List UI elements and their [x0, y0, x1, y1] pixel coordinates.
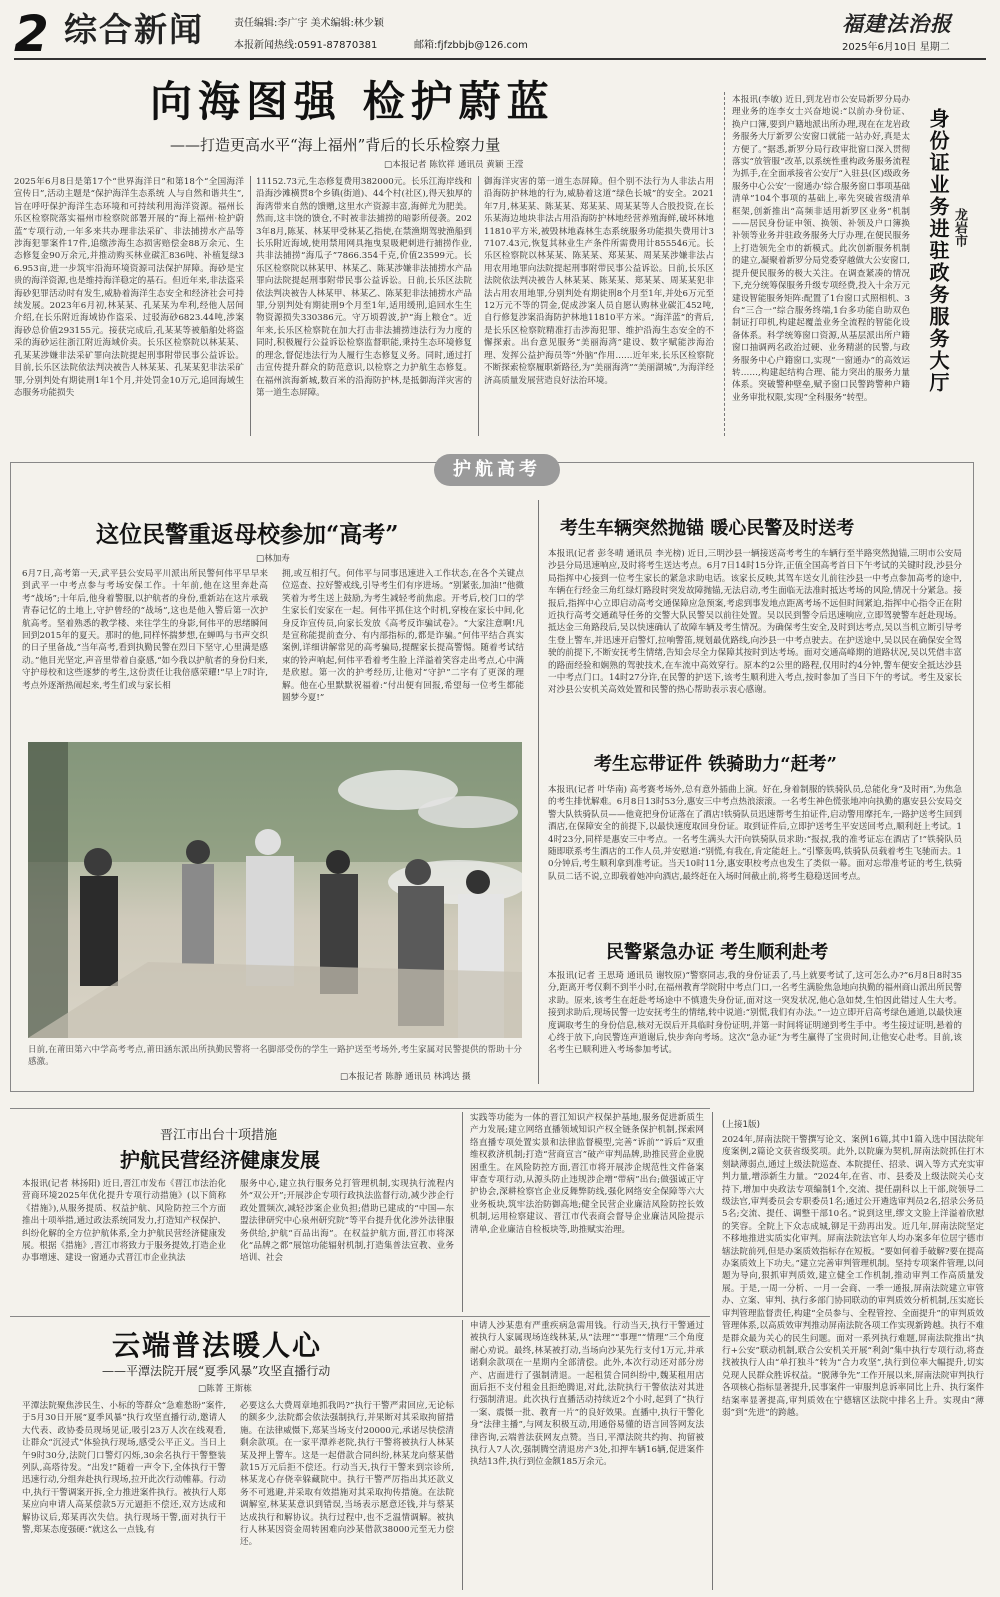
story1-photo-credit: □本报记者 陈静 通讯员 林鸿达 摄 [340, 1072, 471, 1082]
lead-column-3: 御海洋灾害的第一道生态屏障。但个别不法行为人非法占用沿海防护林地的行为,威胁着这道“绿色长城”的安全。2021年7月,林某某、陈某某、郑某某、周某某等人合股投资,在长乐某海边地块非法占用沿海防护林地经营养殖海鲜,破坏林地11810平方米,被毁林地森林生态系统服务功能损失费用计37107.43元,恢复其林业生产条件所需费用计855546元。长乐区检察院以林某某、陈某某、郑某某、周某某涉嫌非法占用农用地罪向法院提起刑事附带民事公益诉讼。日前,长乐区法院依法判决被告人林某某、陈某某、郑某某、周某某犯非法占用农用地罪,分别判处有期徒刑8个月至1年,并处6万元至12万元不等的罚金,促成涉案人员自愿认购林业碳汇452吨,自行修复涉案沿海防护林地11810平方米。“海洋蓝”的背后,是长乐区检察院精准打击涉海犯罪、维护沿海生态安全的不懈探索。出台意见服务“美丽海湾”建设、数字赋能涉海治理、发挥公益护海员等“外脑”作用……近年来,长乐区检察院不断探索检察履职新路径,为“美丽海湾”“美丽湖城”,为海洋经济高质量发展营造良好法治环境。 [484, 177, 714, 386]
editors: 责任编辑:李广宇 美术编辑:林少颖 [234, 18, 384, 29]
story6-subtitle: ——平潭法院开展“夏季风暴”攻坚直播行动 [102, 1364, 331, 1378]
story5-column-3: 实践等功能为一体的晋江知识产权保护基地,服务促进新质生产力发展;建立网络直播领域知识产权全链条保护机制,探索网络直播专项处置实景和法律监督模型,完善“诉前”“诉后”双重维权救济机制;打造“营商宣言”破产审判品牌,助推民营企业脱困重生。在风险防控方面,晋江市将开展涉企规范性文件备案审查专项行动,从源头防止违规涉企增“带病”出台;做强诚正守护协会,深耕检察官企业反舞弊防线,强化网络安全保障等六大业务板块,筑牢法治防御高地;健全民营企业廉洁风险防控长效机制,运用检察建议、晋江市代表商会督导企业廉洁风险提示清单,企业廉洁自检板块等,助推赋实治理。 [470, 1113, 704, 1235]
story1-column-2: 拥,或互相打气。何伟平与同事迅速进入工作状态,在各个关键点位巡查、拉好警戒线,引导考生们有序进场。“别紧张,加油!”他微笑着为考生送上鼓励,为考生减轻考前焦虑。开考后,校门口的学生家长们安家在一起。何伟平抓住这个时机,穿梭在家长中间,化身反诈宣传员,向家长发放《高考反诈骗试卷》。“大家注意啊!凡是宣称能提前查分、有内部指标的,都是诈骗。”何伟平结合真实案例,详细讲解常见的高考骗局,提醒家长提高警惕。随着考试结束的铃声响起,何伟平看着考生脸上洋溢着笑容走出考点,心中满是欣慰。第一次的护考经历,让他对“守护”二字有了更深的理解。他在心里默默祝福着:“付出便有回报,希望每一位考生都能圆梦今夏!” [282, 569, 524, 704]
paper-name-logo: 福建法治报 [842, 11, 952, 36]
story7-text: 2024年,屏南法院干警撰写论文、案例16篇,其中1篇入选中国法院年度案例,2篇论文获省级奖项。此外,以院廉为契机,屏南法院抓住打木刻缺薄弱点,通过上级法院巡查、本院提任、招录、调入等方式充实审判力量,增添新生力量。“2024年,在省、市、县委及上级法院关心支持下,增加中央政法专项编制1个,交流、提任副科以上干部,院领导二级法官,审判委员会专职委员1名;通过公开遴选审判员2名,招录公务员5名;交流、提任、调整干部10名。”说到这里,缪文文脸上洋溢着欣慰的笑容。全院上下众志成城,铆足干劲再出发。近几年,屏南法院坚定不移地推进实质实化审判。屏南法院法官年人均办案多年位居宁德市辖法院前列,但是办案质效指标存在短板。“要如何着手破解?要在提高办案质效上下功夫。”建立完善审判管理机制。坚持专项案件管理,以问题为导向,狠抓审判质效,建立健全工作机制,推动审判工作高质量发展。于是,一周一分析、一月一会商、一季一通报,屏南法院建立审管办、立案、审判、执行多部门协同联动的审判质效分析机制,压实庭长审判管理监督责任,构建“全员参与、全程管控、全面提升”的审判质效管理体系,以高质效审判推动屏南法院各项工作实现新跨越。执行不难是群众最为关心的民生问题。面对一系列执行难题,屏南法院推出“执行+公安”联动机制,联合公安机关开展“利剑”集中执行专项行动,将查找被执行人由“单打独斗”转为“合力攻坚”,执行到位率大幅提升,切实兑现人民群众胜诉权益。“脱薄争先”工作开展以来,屏南法院审判执行各项核心指标显著提升,民事案件一审服判息诉率同比上升、执行案件结案率显著提高,审判质效在宁德辖区法院中排名上升。实现由“薄弱”到“先进”的跨越。 [722, 1135, 984, 1418]
story4-text: 本报讯(记者 王思琦 通讯员 谢牧原)“警察同志,我的身份证丢了,马上就要考试了,这可怎么办?”6月8日8时35分,距离开考仅剩不到半小时,在福州教育学院附中考点门口,一名考生满脸焦急地向执勤的福州商山派出所民警求助。原来,该考生在赶赴考场途中不慎遗失身份证,面对这一突发状况,他心急如焚,生怕因此错过人生大考。接到求助后,现场民警一边安抚考生的情绪,转中说道:“别慌,我们有办法。”一边立即开启高考绿色通道,以最快速度调取考生的身份信息,核对无误后开具临时身份证明,并第一时间将证明递到考生手中。考生接过证明,悬着的心终于放下,向民警连声道谢后,快步奔向考场。这次“急办证”为考生赢得了宝贵时间,让他安心赴考。目前,该名考生已顺利进入考场参加考试。 [548, 971, 962, 1056]
story3-title: 考生忘带证件 铁骑助力“赶考” [594, 754, 837, 775]
section-banner: 护航高考 [434, 454, 560, 486]
story1-title: 这位民警重返母校参加“高考” [96, 521, 399, 548]
lead-subtitle: ——打造更高水平“海上福州”背后的长乐检察力量 [170, 136, 501, 154]
story5-kicker: 晋江市出台十项措施 [160, 1128, 278, 1143]
issue-date: 2025年6月10日 星期二 [842, 42, 950, 53]
story5-column-2: 服务中心,建立执行服务兑打管理机制,实现执行流程内外“双公开”;开展涉企专项行政执法监督行动,减少涉企行政处置频次,减轻涉案企业负担;借助已建成的“中国—东盟法律研究中心泉州研究院”等平台提升优化涉外法律服务供给,护航“百品出海”。在权益护航方面,晋江市将深化“品牌之都”展馆功能辐射机制,打造集普法宣教、业务培训、社会 [240, 1179, 454, 1264]
story6-column-1: 平潭法院聚焦涉民生、小标的等群众“急难愁盼”案件,于5月30日开展“夏季风暴”执行攻坚直播行动,邀请人大代表、政协委员现场见证,吸引23万人次在线观看,让群众“沉浸式”体验执行现场,感受公平正义。当日上午9时30分,法院门口警灯闪烁,30余名执行干警整装列队,高塔待发。“出发!”随着一声令下,全体执行干警迅速行动,分组奔赴执行现场,拉开此次行动帷幕。行动中,执行干警调案开拆,全力推进案件执行。被执行人郑某应向申请人高某偿款5万元逼拒不偿还,双方达成和解协议后,郑某再次失信。执行现场干警,面对执行干警,郑某态度强硬:“就这么一点钱,有 [22, 1401, 226, 1536]
story1-column-1: 6月7日,高考第一天,武平县公安局平川派出所民警何伟平早早来到武平一中考点参与考场安保工作。十年前,他在这里奔赴高考“战场”;十年后,他身着警服,以护航者的身份,重新站在这片承载青春记忆的土地上,守护曾经的“战场”,这也是他入警后第一次护航高考。坚着熟悉的教学楼、来往学生的身影,何伟平的思绪瞬间回到2015年的夏天。那时的他,同样怀揣梦想,在蝉鸣与书声交织的日子里备战,“当年高考,看到执勤民警在烈日下坚守,心里满是感动。”他目光坚定,声音里带着自豪感,“如今我以护航者的身份归来,守护母校和这些逐梦的考生,这份责任让我倍感荣耀!”早上7时许,考点外逐渐热闹起来,考生们或与家长相 [22, 569, 268, 691]
lead-column-1: 2025年6月8日是第17个“世界海洋日”和第18个“全国海洋宣传日”,活动主题是“保护海洋生态系统 人与自然和谐共生”,旨在呼吁保护海洋生态环境和可持续利用海洋资源。福州长乐区检察院落实福州市检察院部署开展的“海上福州·检护蔚蓝”专项行动,一年多来共办理非法采矿、非法捕捞水产品等涉海犯罪案件17件,追缴涉海生态损害赔偿金88万余元、生态修复金90万余元,并推动购买林业碳汇836吨、补植复绿36.953亩,进一步筑牢沿海环境资源司法保护屏障。海砂是宝贵的海洋资源,也是维持海洋稳定的基石。但近年来,非法盗采海砂犯罪活动时有发生,威胁着海洋生态安全和经济社会可持续发展。2023年6月初,林某某、孔某某为牟利,经他人居间介绍,在长乐附近海域协作盗采、过驳海砂6823.44吨,涉案海砂总价值293155元。接获完成后,孔某某等被船舶处将盗采的海砂运往浙江附近海域价卖。长乐区检察院以林某某、孔某某涉嫌非法采矿罪向法院提起刑事附带民事公益诉讼。目前,长乐区法院依法判决被告人林某某、孔某某犯非法采矿罪,分别判处有期徒刑1年1个月,并处罚金10万元,追回海域生态服务功能损失 [14, 177, 244, 398]
story1-photo [28, 742, 522, 1038]
story3-text: 本报讯(记者 叶华南) 高考赛考场外,总有意外插曲上演。好在,身着制服的铁骑队员,总能化身“及时雨”,为焦急的考生排忧解难。6月8日13时53分,惠安三中考点热浪滚滚。一名考生神色慌张地冲向执勤的惠安县公安局交警大队铁骑队员——他竟把身份证落在了酒店!铁骑队员迅速帮考生拍证件,启动警用摩托车,一路护送考生回到酒店,在保障安全的前提下,以最快速度取回身份证。取到证件后,立即护送考生平安送回考点,顺利赶上考试。14时23分,同样是惠安三中考点。一名考生满头大汗向铁骑队员求助:“报叔,我的准考证忘在酒店了!”铁骑队员随即联系考生酒店的工作人员,并安慰道:“别慌,有我在,肯定能赶上。”引擎轰鸣,铁骑队员载着考生飞驰而去。10分钟后,考生顺利拿到准考证。当天10时11分,惠安职校考点也发生了类似一幕。面对忘带准考证的考生,铁骑队员二话不说,立即载着她冲向酒店,最终赶在入场时间截止前,将考生稳稳送回考点。 [548, 785, 962, 882]
section-title: 综合新闻 [64, 10, 204, 49]
story7-continuation: (上接1版) [722, 1120, 760, 1130]
lead-byline: □本报记者 陈钦祥 通讯员 黄颖 王滢 [384, 160, 524, 170]
story4-title: 民警紧急办证 考生顺利赴考 [606, 942, 829, 963]
story2-title: 考生车辆突然抛锚 暖心民警及时送考 [560, 518, 855, 539]
side-vertical-title: 身份证业务进驻政务服务大厅 [926, 108, 950, 394]
story6-column-3: 申请人沙某患有严重疾病急需用钱。行动当天,执行干警通过被执行人家属现场连线林某,从“法理”“事理”“情理”三个角度耐心劝说。最终,林某被打动,当场向沙某先行支付1万元,并承诺剩余款项在一星期内全部清偿。此外,本次行动还对部分房产、店面进行了强制清退。一起租赁合同纠纷中,魏某租用店面后拒不支付租金且拒绝腾退,对此,法院执行干警依法对其进行强制清退。此次执行直播活动持续近2个小时,起到了“执行一案、震慑一批、教育一片”的良好效果。直播中,执行干警化身“法律主播”,与网友积极互动,用通俗易懂的语言回答网友法律咨询,云端普法获网友点赞。当日,平潭法院共约拘、拘留被执行人7人次,强制腾空清退房产3处,扣押车辆16辆,促进案件执结13件,执行到位金额185万余元。 [470, 1321, 704, 1468]
masthead-rule [14, 58, 986, 60]
email: 邮箱:fjfzbbjb@126.com [414, 40, 528, 51]
story1-byline: □林加寿 [256, 554, 290, 564]
story5-column-1: 本报讯(记者 林扬阳) 近日,晋江市发布《晋江市法治化营商环境2025年优化提升专项行动措施》(以下简称《措施》),从服务提质、权益护航、风险防控三个方面推出十项举措,通过政法系统同发力,打造知产权保护、纠纷化解的全方位护航体系,全力护航民营经济健康发展。根据《措施》,晋江市将致力于服务提效,打造企业办事增速、建设一窗通办式晋江市企业执法 [22, 1179, 226, 1264]
side-vertical-tag: 龙岩市 [952, 208, 967, 247]
story6-column-2: 必要这么大费周章地抓我吗?”执行干警严肃回应,无论标的额多少,法院都会依法强制执行,并果断对其采取拘留措施。在法律威慑下,郑某当场支付20000元,承诺尽快偿清剩余款项。在一家平潭养老院,执行干警将被执行人林某某及押上警车。这是一起借款合同纠纷,林某龙向蔡某借款15万元后拒不偿还。行动当天,执行干警来到宗诊所,林某龙心存侥幸躲藏院中。执行干警严厉指出其还款义务不可逃避,并采取有效措施对其采取拘传措施。在法院调解室,林某某意识到错误,当场表示愿意还钱,并与蔡某达成执行和解协议。执行过程中,也不乏温情调解。被执行人林某因资金周转困难向沙某借款38000元至无力偿还。 [240, 1401, 454, 1548]
story5-title: 护航民营经济健康发展 [120, 1148, 320, 1172]
news-hotline: 本报新闻热线:0591-87870381 [234, 40, 378, 51]
lead-column-2: 11152.73元,生态修复费用382000元。长乐江海岸线和沿海沙滩横贯8个乡镇(街道)、44个村(社区),得天独厚的海湾带来自然的馈赠,这里水产资源丰富,海鲜尤为肥美。然而,这丰饶的馈仓,不时被非法捕捞的暗影所侵袭。2023年8月,陈某、林某甲受林某乙指使,在禁渔期驾驶渔船到长乐附近海域,使用禁用网具拖曳泵吸耙刺进行捕捞作业,共非法捕捞“海瓜子”7866.354千克,价值23599元。长乐区检察院以林某甲、林某乙、陈某涉嫌非法捕捞水产品罪向法院提起刑事附带民事公益诉讼。日前,长乐区法院依法判决被告人林某甲、林某乙、陈某犯非法捕捞水产品罪,分别判处有期徒刑9个月至1年,适用缓刑,追回水生生物资源损失330386元。守万顷碧波,护“海上粮仓”。近年来,长乐区检察院在加大打击非法捕捞违法行为力度的同时,积极履行公益诉讼检察监督职能,秉持生态环境修复的理念,督促违法行为人履行生态修复义务。同时,通过打击宣传提升群众的防范意识,以检察之力护航生态修复。在福州滨海新城,数百米的沿海防护林,是抵御海洋灾害的第一道生态屏障。 [256, 177, 472, 398]
story1-photo-caption: 日前,在莆田第六中学高考考点,莆田涵东派出所执勤民警将一名脚部受伤的学生一路护送至考场外,考生家属对民警提供的帮助十分感激。 [28, 1045, 522, 1068]
page-number: 2 [14, 5, 49, 63]
side-story-text: 本报讯(李敏) 近日,到龙岩市公安局新罗分局办理业务的连李女士兴奋地说:“以前办身份证、换户口簿,要到户籍地派出所办理,现在在龙岩政务服务大厅新罗公安窗口就能一站办好,真是太方便了。”据悉,新罗分局行政审批窗口深入贯彻落实“放管服”改革,以系统性重构政务服务流程为抓手,在全面承接省公安厅“入驻县(区)级政务服务中心公安‘一窗通办’综合服务窗口事项基础清单”104个事项的基础上,率先突破省级清单框架,创新推出“高频非适用新罗区业务”机制——居民身份证申领、换领、补领及户口簿换补领等业务并驻政务服务大厅办理,在便民服务上打造领先全市的新模式。此次创新服务机制的建立,凝聚着新罗分局党委穿越做大公安窗口,提升便民服务的极大关注。在调查紧凑的情况下,充分统筹保服务升级专项经费,投入十余万元建设智能服务矩阵:配置了1台窗口式照相机、3台“三合一”综合服务终端,1台多功能自助双色制证打印机,构建起覆盖业务全流程的智能化设备体系。科学统筹窗口资源,从基层派出所户籍窗口抽调两名政治过硬、业务精湛的民警,与政务服务中心户籍窗口,实现“一窗通办”的高效运转……,构建起结构合理、能力突出的服务力量体系。突破警种壁垒,赋予窗口民警跨警种户籍业务审批权限,实现“全科服务”转型。 [732, 95, 910, 403]
story6-title: 云端普法暖人心 [112, 1329, 323, 1362]
story2-text: 本报讯(记者 彭冬晴 通讯员 李光榜) 近日,三明沙县一辆接送高考考生的车辆行至半路突然抛锚,三明市公安局沙县分局迅速响应,及时将考生送达考点。6月7日14时15分许,正值全国高考首日下午考试的关键时段,沙县分局指挥中心接到一位考生家长的紧急求助电话。该家长反映,其驾车送女儿前往沙县一中考点参加高考的途中,车辆在行经金三角红绿灯路段时突发故障抛锚,无法启动,考生面临无法准时抵达考场的风险,情况十分紧急。接报后,指挥中心立即启动高考交通保障应急预案,考虑到事发地点距离考场不远但时间紧迫,指挥中心指令正在附近执行高考交通疏导任务的交警大队民警吴以前往处置。吴以民到警令后迅速响应,立即驾驶警车赶赴现场。抵达金三角路段后,吴以快速确认了故障车辆及考生情况。为确保考生安全,及时到达考点,吴以当机立断引导考生登上警车,并迅速开启警灯,拉响警笛,规划最优路线,向沙县一中考点驶去。在护送途中,吴以民在确保安全驾驶的前提下,不断安抚考生情绪,告知会尽全力保障其按时到达考场。面对交通高峰期的道路状况,吴以凭借丰富的路面经验和娴熟的驾驶技术,在车流中高效穿行。原本约2公里的路程,仅用时约4分钟,警车便安全抵达沙县一中考点门口。14时27分许,在民警的护送下,该考生顺利进入考点,按时参加了当日下午的考试。考生及家长对沙县公安机关高效处置和民警的热心帮助表示衷心感谢。 [548, 549, 962, 696]
story6-byline: □陈菁 王斯栋 [198, 1384, 252, 1394]
lead-title: 向海图强 检护蔚蓝 [150, 77, 555, 126]
